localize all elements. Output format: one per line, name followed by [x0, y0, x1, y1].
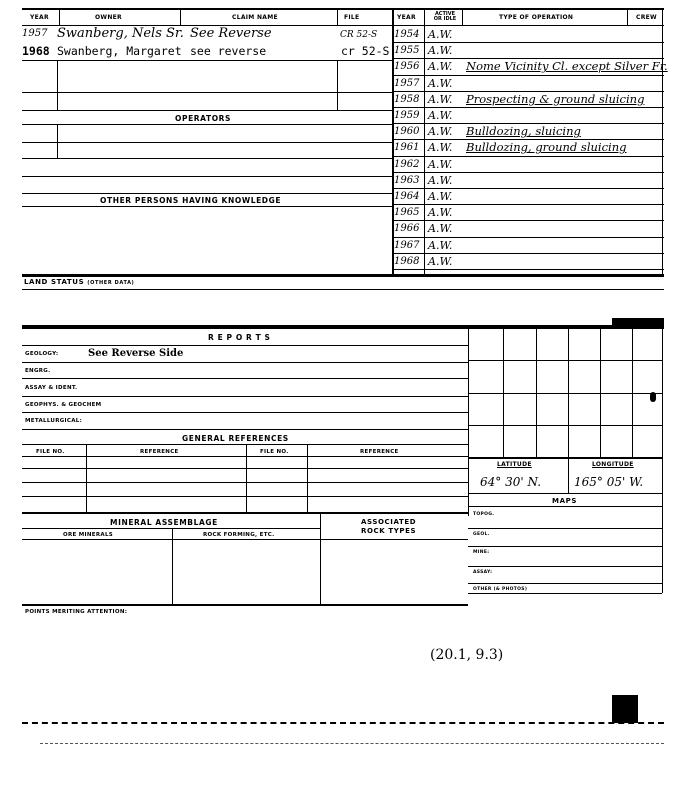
divider: [180, 8, 181, 25]
rule: [22, 176, 392, 177]
ink-dot: [650, 392, 656, 402]
ore-minerals-label: ORE MINERALS: [63, 532, 114, 538]
header-year-2: YEAR: [397, 14, 416, 21]
header-active: ACTIVE: [434, 11, 456, 17]
rule: [468, 593, 662, 594]
rule: [468, 583, 662, 584]
associated-heading-2: ROCK TYPES: [361, 527, 417, 535]
operation-type: Bulldozing, ground sluicing: [466, 140, 627, 155]
land-status-top: [22, 274, 664, 277]
rule: [22, 110, 392, 111]
header-or-idle: OR IDLE: [433, 16, 457, 22]
top-border: [22, 8, 664, 10]
rule: [22, 412, 468, 413]
ref-file-no-1: FILE NO.: [36, 449, 65, 455]
rule: [22, 539, 468, 540]
rule: [22, 468, 468, 469]
rule: [22, 289, 664, 290]
grid-line: [468, 393, 662, 394]
header-crew: CREW: [636, 14, 657, 21]
maps-other: OTHER (& PHOTOS): [473, 587, 528, 592]
operation-status: A.W.: [428, 76, 453, 90]
operation-status: A.W.: [428, 254, 453, 268]
rule: [22, 206, 392, 207]
land-status-label: LAND STATUS: [24, 278, 85, 286]
rule: [468, 506, 662, 507]
owner-1-claim: See Reverse: [190, 26, 272, 41]
divider: [462, 8, 463, 25]
ref-reference-2: REFERENCE: [360, 449, 399, 455]
rule: [22, 444, 468, 445]
operation-year: 1957: [394, 77, 420, 89]
ink-smudge: [612, 318, 664, 328]
operation-year: 1962: [394, 158, 420, 170]
operation-row-line: [392, 188, 664, 189]
operation-status: A.W.: [428, 141, 453, 155]
operation-year: 1967: [394, 239, 420, 251]
rule: [22, 362, 468, 363]
operation-row-line: [392, 156, 664, 157]
operation-status: A.W.: [428, 157, 453, 171]
owner-1-file: CR 52-S: [340, 30, 378, 40]
operation-year: 1959: [394, 110, 420, 121]
operation-year: 1954: [394, 29, 420, 40]
operation-year: 1956: [394, 61, 420, 73]
operators-heading: OPERATORS: [175, 114, 232, 123]
grid-line: [468, 457, 662, 459]
divider: [320, 512, 321, 604]
operation-status: A.W.: [428, 206, 453, 220]
land-status-note: (OTHER DATA): [87, 280, 135, 286]
coordinate-note: (20.1, 9.3): [430, 647, 504, 663]
divider: [86, 444, 87, 512]
operation-row-line: [392, 107, 664, 108]
operation-status: A.W.: [428, 92, 453, 106]
operation-status: A.W.: [428, 109, 453, 122]
operation-status: A.W.: [428, 44, 453, 58]
geophys-label: GEOPHYS. & GEOCHEM: [25, 402, 102, 408]
points-heading: POINTS MERITING ATTENTION:: [25, 609, 128, 615]
divider: [246, 444, 247, 512]
maps-heading: MAPS: [552, 497, 577, 505]
maps-topog: TOPOG.: [473, 512, 495, 517]
grid-line: [662, 329, 663, 593]
divider: [57, 124, 58, 158]
divider: [337, 60, 338, 110]
owner-1-year: 1957: [22, 28, 48, 39]
operation-year: 1960: [394, 126, 420, 138]
rule: [22, 528, 320, 529]
operation-status: A.W.: [428, 125, 453, 139]
ink-smudge-bottom: [612, 695, 638, 723]
assay-label: ASSAY & IDENT.: [25, 385, 78, 391]
operation-year: 1966: [394, 223, 420, 235]
rule: [22, 193, 392, 194]
owner-2-name: Swanberg, Margaret: [57, 44, 182, 58]
rock-forming-label: ROCK FORMING, ETC.: [203, 532, 275, 538]
rule: [22, 604, 468, 606]
ref-file-no-2: FILE NO.: [260, 449, 289, 455]
grid-line: [468, 360, 662, 361]
scan-artifact-line: [22, 722, 664, 724]
operation-type: Nome Vicinity Cl. except Silver Fr.: [466, 59, 668, 74]
longitude-label: LONGITUDE: [592, 461, 634, 468]
operation-year: 1961: [394, 142, 420, 154]
operation-row-line: [392, 253, 664, 254]
associated-heading-1: ASSOCIATED: [361, 518, 417, 526]
operation-year: 1958: [394, 93, 420, 105]
operation-status: A.W.: [428, 173, 453, 187]
header-owner: OWNER: [95, 14, 122, 21]
operation-row-line: [392, 204, 664, 205]
maps-mine: MINE:: [473, 550, 490, 555]
operation-type: Bulldozing, sluicing: [466, 124, 581, 139]
longitude-value: 165° 05' W.: [574, 475, 644, 489]
operation-year: 1965: [394, 207, 420, 219]
metallurgical-label: METALLURGICAL:: [25, 418, 83, 424]
latitude-label: LATITUDE: [497, 461, 532, 468]
grid-line: [468, 425, 662, 426]
divider: [172, 528, 173, 604]
mineral-assemblage-heading: MINERAL ASSEMBLAGE: [110, 518, 218, 527]
owner-2-file: cr 52-S: [341, 44, 390, 58]
operation-status: A.W.: [428, 222, 453, 236]
maps-assay: ASSAY:: [473, 570, 493, 575]
operation-row-line: [392, 220, 664, 221]
header-claim-name: CLAIM NAME: [232, 14, 278, 21]
operation-status: A.W.: [428, 238, 453, 252]
reports-right-edge: [468, 329, 469, 516]
right-edge: [662, 8, 663, 274]
ref-reference-1: REFERENCE: [140, 449, 179, 455]
rule: [22, 496, 468, 497]
operation-status: A.W.: [428, 190, 453, 203]
rule: [468, 546, 662, 547]
rule: [22, 345, 468, 346]
owner-2-year: 1968: [22, 44, 50, 58]
maps-geol: GEOL.: [473, 532, 490, 537]
header-year: YEAR: [30, 14, 49, 21]
divider: [59, 8, 60, 25]
scan-artifact-line: [40, 743, 664, 744]
header-type-of-operation: TYPE OF OPERATION: [499, 14, 574, 21]
operation-year: 1955: [394, 45, 420, 57]
operation-row-line: [392, 172, 664, 173]
operation-status: A.W.: [428, 60, 453, 74]
reports-heading: R E P O R T S: [208, 333, 271, 342]
operation-year: 1968: [394, 255, 420, 267]
divider: [57, 60, 58, 110]
operation-row-line: [392, 42, 664, 43]
divider: [568, 457, 569, 493]
rule: [22, 456, 468, 457]
status-column-divider: [424, 8, 425, 274]
rule: [22, 396, 468, 397]
other-persons-heading: OTHER PERSONS HAVING KNOWLEDGE: [100, 196, 282, 205]
operation-row-line: [392, 237, 664, 238]
operation-status: A.W.: [428, 28, 453, 41]
rule: [22, 142, 392, 143]
rule: [22, 429, 468, 430]
rule: [22, 124, 392, 125]
rule: [22, 158, 392, 159]
header-file: FILE: [344, 14, 360, 21]
latitude-value: 64° 30' N.: [480, 475, 542, 489]
engrg-label: ENGRG.: [25, 368, 51, 374]
divider: [307, 444, 308, 512]
rule: [468, 566, 662, 567]
divider: [337, 8, 338, 25]
operation-row-line: [392, 269, 664, 270]
rule: [22, 378, 468, 379]
rule: [22, 482, 468, 483]
rule: [468, 528, 662, 529]
owner-1-name: Swanberg, Nels Sr.: [57, 26, 184, 41]
geology-label: GEOLOGY:: [25, 351, 59, 357]
geology-value: See Reverse Side: [88, 348, 184, 359]
rule: [22, 512, 468, 514]
general-references-heading: GENERAL REFERENCES: [182, 434, 289, 443]
divider: [627, 8, 628, 25]
header-active-idle: [428, 12, 462, 22]
operation-year: 1964: [394, 191, 420, 202]
operation-year: 1963: [394, 174, 420, 186]
operation-row-line: [392, 75, 664, 76]
rule: [468, 493, 662, 494]
land-status-heading: [24, 278, 134, 286]
operation-type: Prospecting & ground sluicing: [466, 91, 645, 106]
owner-2-claim: see reverse: [190, 44, 267, 58]
